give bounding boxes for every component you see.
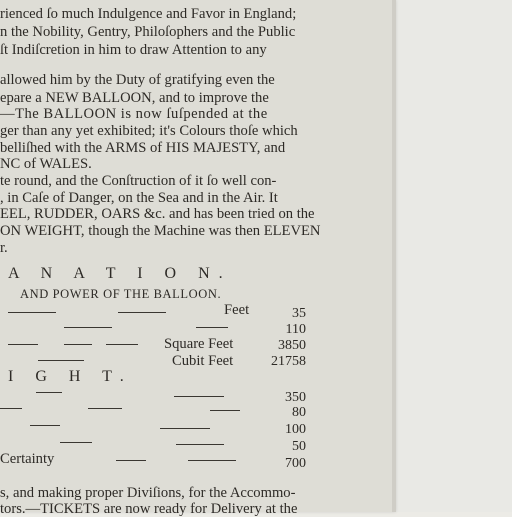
value-50: 50: [292, 439, 306, 454]
text-line: NC of WALES.: [0, 156, 92, 172]
text-line: ON WEIGHT, though the Machine was then ELEVEN: [0, 223, 321, 239]
leader-line: [210, 410, 240, 411]
leader-line: [188, 460, 236, 461]
text-line: s, and making proper Diviſions, for the Accommo-: [0, 485, 296, 501]
value-cubit-feet: 21758: [271, 354, 306, 369]
leader-line: [38, 360, 84, 361]
text-line: allowed him by the Duty of gratifying even the: [0, 72, 275, 88]
leader-line: [88, 408, 122, 409]
value-square-feet: 3850: [278, 338, 306, 353]
text-line: ger than any yet exhibited; it's Colours thoſe which: [0, 123, 298, 139]
leader-line: [118, 312, 166, 313]
text-line: belliſhed with the ARMS of HIS MAJESTY, and: [0, 140, 286, 156]
text-line: , in Caſe of Danger, on the Sea and in the Air. It: [0, 190, 278, 206]
square-feet-label: Square Feet: [164, 336, 234, 352]
text-line: tors.—TICKETS are now ready for Delivery at the: [0, 501, 298, 517]
value-100: 100: [285, 422, 306, 437]
cubit-feet-label: Cubit Feet: [172, 353, 234, 369]
leader-line: [160, 428, 210, 429]
leader-line: [174, 396, 224, 397]
leader-line: [196, 327, 228, 328]
leader-line: [8, 312, 56, 313]
value-80: 80: [292, 405, 306, 420]
text-line: r.: [0, 240, 8, 256]
leader-line: [0, 408, 22, 409]
text-line: ſt Indiſcretion in him to draw Attention to any: [0, 42, 267, 58]
text-line: —The BALLOON is now ſuſpended at the: [0, 106, 268, 122]
text-line: te round, and the Conſtruction of it ſo well con-: [0, 173, 277, 189]
weight-heading: I G H T.: [8, 368, 133, 385]
leader-line: [106, 344, 138, 345]
value-certainty: 700: [285, 456, 306, 471]
value-feet: 35: [292, 306, 306, 321]
text-line: epare a NEW BALLOON, and to improve the: [0, 90, 269, 106]
leader-line: [64, 344, 92, 345]
leader-line: [116, 460, 146, 461]
text-line: rienced ſo much Indulgence and Favor in England;: [0, 6, 297, 22]
leader-line: [60, 442, 92, 443]
feet-label: Feet: [224, 302, 250, 318]
leader-line: [176, 444, 224, 445]
text-line: EEL, RUDDER, OARS &c. and has been tried on the: [0, 206, 315, 222]
section-heading: A N A T I O N.: [8, 265, 232, 282]
leader-line: [64, 327, 112, 328]
value-350: 350: [285, 390, 306, 405]
page-edge: [392, 0, 396, 512]
leader-line: [30, 425, 60, 426]
leader-line: [36, 392, 62, 393]
text-line: n the Nobility, Gentry, Philoſophers and the Public: [0, 24, 296, 40]
value-110: 110: [285, 322, 306, 337]
leader-line: [8, 344, 38, 345]
section-subheading: AND POWER OF THE BALLOON.: [20, 287, 222, 301]
certainty-label: Certainty: [0, 451, 55, 467]
